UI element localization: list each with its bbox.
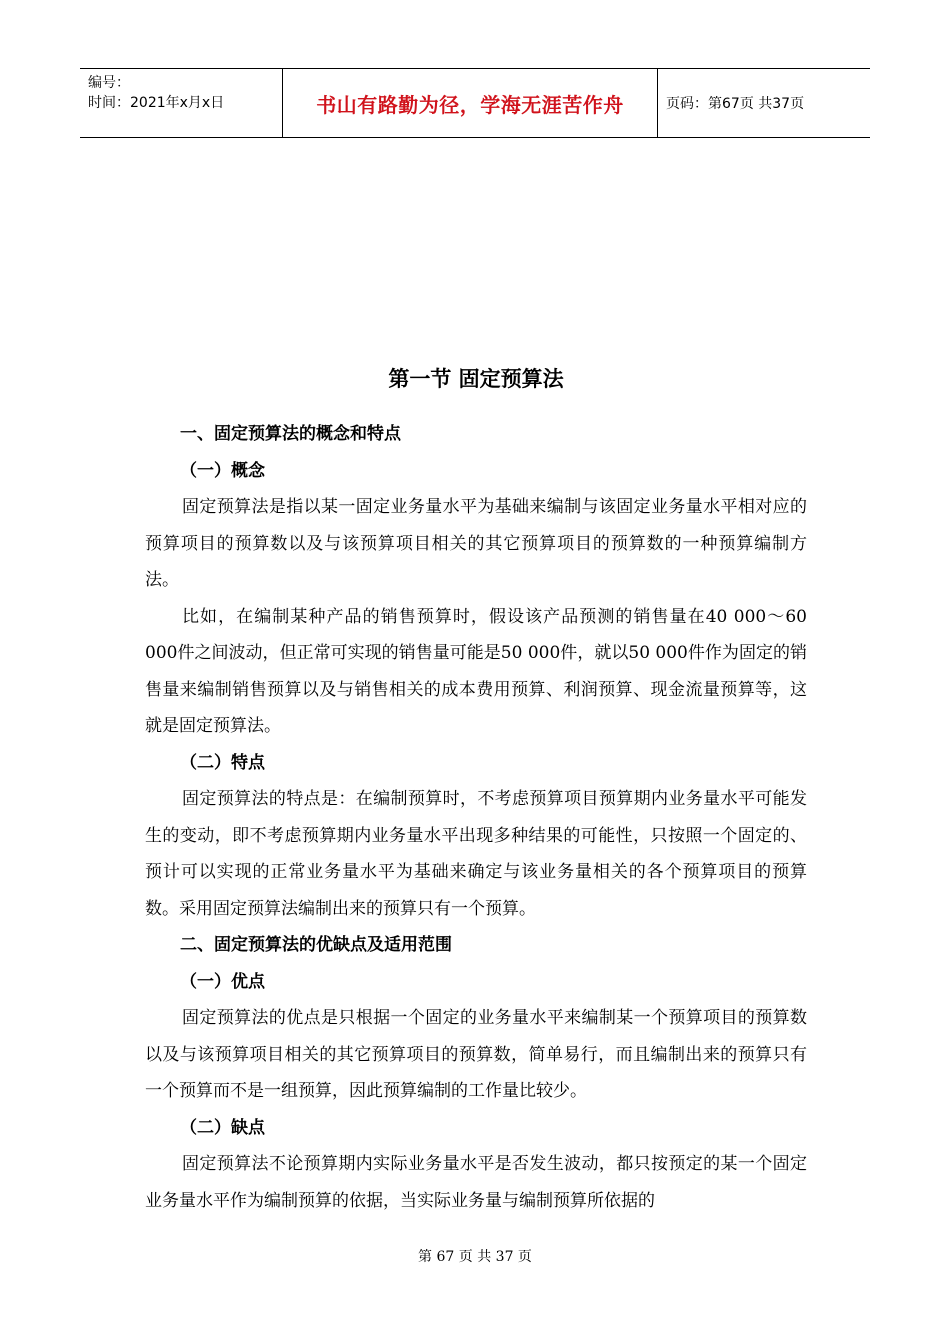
paragraph-definition: 固定预算法是指以某一固定业务量水平为基础来编制与该固定业务量水平相对应的预算项目的预算数以及与该预算项目相关的其它预算项目的预算数的一种预算编制方法。 — [145, 497, 807, 590]
page-footer: 第 67 页 共 37 页 — [418, 1249, 532, 1265]
subheading-advantages: （一）优点 — [180, 971, 265, 992]
section-title: 第一节 固定预算法 — [388, 367, 564, 391]
heading-pros-cons: 二、固定预算法的优缺点及适用范围 — [180, 935, 452, 955]
paragraph-example: 比如，在编制某种产品的销售预算时，假设该产品预测的销售量在40 000～60 000件之间波动，但正常可实现的销售量可能是50 000件，就以50 000件作为固定的销售量来编制销售预算以及与销售相关的成本费用预算、利润预算、现金流量预算等，这就是固定预算法。 — [145, 606, 807, 736]
heading-concept-features: 一、固定预算法的概念和特点 — [180, 424, 401, 444]
document-body — [145, 362, 807, 1219]
header-motto: 书山有路勤为径，学海无涯苦作舟 — [316, 92, 624, 117]
paragraph-advantages: 固定预算法的优点是只根据一个固定的业务量水平来编制某一个预算项目的预算数以及与该预算项目相关的其它预算项目的预算数，简单易行，而且编制出来的预算只有一个预算而不是一组预算，因此预算编制的工作量比较少。 — [145, 1008, 807, 1101]
paragraph-disadvantages: 固定预算法不论预算期内实际业务量水平是否发生波动，都只按预定的某一个固定业务量水平作为编制预算的依据，当实际业务量与编制预算所依据的 — [145, 1154, 807, 1211]
document-date: 时间：2021年x月x日 — [88, 95, 225, 111]
subheading-concept: （一）概念 — [180, 460, 265, 481]
header-page-info: 页码：第67页 共37页 — [666, 96, 805, 112]
document-number: 编号： — [88, 75, 130, 91]
subheading-features: （二）特点 — [180, 752, 265, 773]
paragraph-features: 固定预算法的特点是：在编制预算时，不考虑预算项目预算期内业务量水平可能发生的变动，即不考虑预算期内业务量水平出现多种结果的可能性，只按照一个固定的、预计可以实现的正常业务量水平为基础来确定与该业务量相关的各个预算项目的预算数。采用固定预算法编制出来的预算只有一个预算。 — [145, 789, 807, 919]
header-motto-cell — [282, 69, 658, 137]
header-meta — [80, 69, 282, 137]
page-header — [80, 68, 870, 138]
subheading-disadvantages: （二）缺点 — [180, 1117, 265, 1138]
